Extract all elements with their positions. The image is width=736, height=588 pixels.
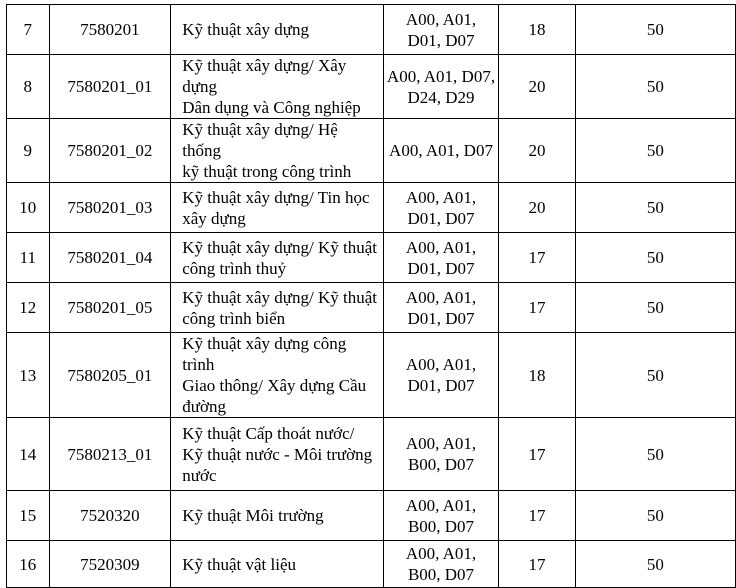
subject-blocks-line: B00, D07 (407, 516, 475, 536)
program-name (171, 491, 384, 541)
subject-blocks-line: D01, D07 (407, 308, 475, 328)
program-name-line: kỹ thuật trong công trình (182, 162, 352, 181)
subject-blocks (383, 183, 498, 233)
program-name (171, 541, 384, 588)
program-code: 7580201_05 (49, 283, 171, 333)
table-row (7, 541, 736, 588)
row-number: 11 (7, 233, 50, 283)
subject-blocks-line: D01, D07 (407, 258, 475, 278)
table-row (7, 418, 736, 491)
program-name-line: Kỹ thuật vật liệu (182, 554, 297, 574)
subject-blocks (383, 55, 498, 119)
row-number: 13 (7, 333, 50, 418)
subject-blocks-line: A00, A01, D07 (389, 141, 493, 160)
program-name-line: công trình thuỷ (182, 258, 287, 278)
quota: 50 (575, 333, 735, 418)
subject-blocks (383, 283, 498, 333)
row-number: 7 (7, 5, 50, 55)
program-name (171, 333, 384, 418)
subject-blocks (383, 541, 498, 588)
row-number: 9 (7, 119, 50, 183)
program-name-line: Kỹ thuật Môi trường (182, 506, 324, 525)
subject-blocks-line: B00, D07 (407, 455, 475, 474)
program-code: 7520320 (49, 491, 171, 541)
subject-blocks (383, 333, 498, 418)
program-name (171, 283, 384, 333)
subject-blocks-line: B00, D07 (407, 565, 475, 584)
min-score: 20 (499, 183, 575, 233)
quota: 50 (575, 283, 735, 333)
subject-blocks-line: A00, A01, (405, 237, 477, 257)
table-row (7, 333, 736, 418)
program-name-line: Kỹ thuật Cấp thoát nước/ (182, 423, 355, 443)
quota: 50 (575, 119, 735, 183)
table-row (7, 283, 736, 333)
program-code: 7580201 (49, 5, 171, 55)
subject-blocks-line: A00, A01, (405, 187, 477, 207)
table-row (7, 233, 736, 283)
program-code: 7580201_01 (49, 55, 171, 119)
quota: 50 (575, 5, 735, 55)
admissions-table (6, 4, 736, 588)
program-name-line: Kỹ thuật xây dựng công trình (182, 334, 347, 374)
program-name-line: công trình biển (182, 308, 286, 328)
program-code: 7580201_03 (49, 183, 171, 233)
min-score: 17 (499, 418, 575, 491)
row-number: 12 (7, 283, 50, 333)
min-score: 17 (499, 541, 575, 588)
row-number: 15 (7, 491, 50, 541)
program-name-line: Kỹ thuật xây dựng/ Tin học (182, 187, 370, 207)
min-score: 20 (499, 55, 575, 119)
subject-blocks (383, 233, 498, 283)
subject-blocks-line: A00, A01, (405, 495, 477, 515)
quota: 50 (575, 55, 735, 119)
subject-blocks-line: A00, A01, (405, 434, 477, 453)
table-row (7, 55, 736, 119)
program-name-line: Kỹ thuật xây dựng/ Hệ thống (182, 120, 338, 160)
program-code: 7580213_01 (49, 418, 171, 491)
min-score: 18 (499, 5, 575, 55)
subject-blocks-line: D01, D07 (407, 376, 475, 395)
table-row (7, 491, 736, 541)
program-name (171, 233, 384, 283)
table-row (7, 5, 736, 55)
subject-blocks (383, 491, 498, 541)
subject-blocks-line: D01, D07 (407, 30, 475, 50)
program-name-line: Kỹ thuật xây dựng/ Kỹ thuật (182, 237, 378, 257)
min-score: 17 (499, 283, 575, 333)
subject-blocks-line: D01, D07 (407, 208, 475, 228)
program-code: 7580201_02 (49, 119, 171, 183)
quota: 50 (575, 491, 735, 541)
row-number: 16 (7, 541, 50, 588)
subject-blocks (383, 5, 498, 55)
min-score: 17 (499, 491, 575, 541)
program-name-line: Kỹ thuật xây dựng/ Xây dựng (182, 56, 347, 96)
program-name-line: Dân dụng và Công nghiệp (182, 98, 361, 117)
program-name-line: Kỹ thuật nước - Môi trường (182, 444, 373, 464)
subject-blocks (383, 119, 498, 183)
program-name-line: nước (182, 465, 217, 485)
subject-blocks-line: A00, A01, (405, 544, 477, 563)
subject-blocks-line: A00, A01, (405, 355, 477, 374)
program-name (171, 5, 384, 55)
program-name-line: Kỹ thuật xây dựng/ Kỹ thuật (182, 287, 378, 307)
program-name (171, 55, 384, 119)
table-row (7, 183, 736, 233)
min-score: 20 (499, 119, 575, 183)
program-code: 7520309 (49, 541, 171, 588)
min-score: 17 (499, 233, 575, 283)
subject-blocks-line: A00, A01, D07, (386, 66, 496, 86)
subject-blocks (383, 418, 498, 491)
program-name-line: xây dựng (182, 208, 246, 228)
min-score: 18 (499, 333, 575, 418)
row-number: 14 (7, 418, 50, 491)
subject-blocks-line: D24, D29 (407, 87, 475, 107)
quota: 50 (575, 418, 735, 491)
program-name-line: Kỹ thuật xây dựng (182, 20, 310, 39)
program-code: 7580205_01 (49, 333, 171, 418)
subject-blocks-line: A00, A01, (405, 9, 477, 29)
program-name (171, 183, 384, 233)
table-row (7, 119, 736, 183)
program-name-line: Giao thông/ Xây dựng Cầu (182, 376, 367, 395)
row-number: 8 (7, 55, 50, 119)
subject-blocks-line: A00, A01, (405, 287, 477, 307)
quota: 50 (575, 183, 735, 233)
program-name-line: đường (182, 397, 226, 416)
row-number: 10 (7, 183, 50, 233)
quota: 50 (575, 233, 735, 283)
program-code: 7580201_04 (49, 233, 171, 283)
quota: 50 (575, 541, 735, 588)
program-name (171, 418, 384, 491)
program-name (171, 119, 384, 183)
